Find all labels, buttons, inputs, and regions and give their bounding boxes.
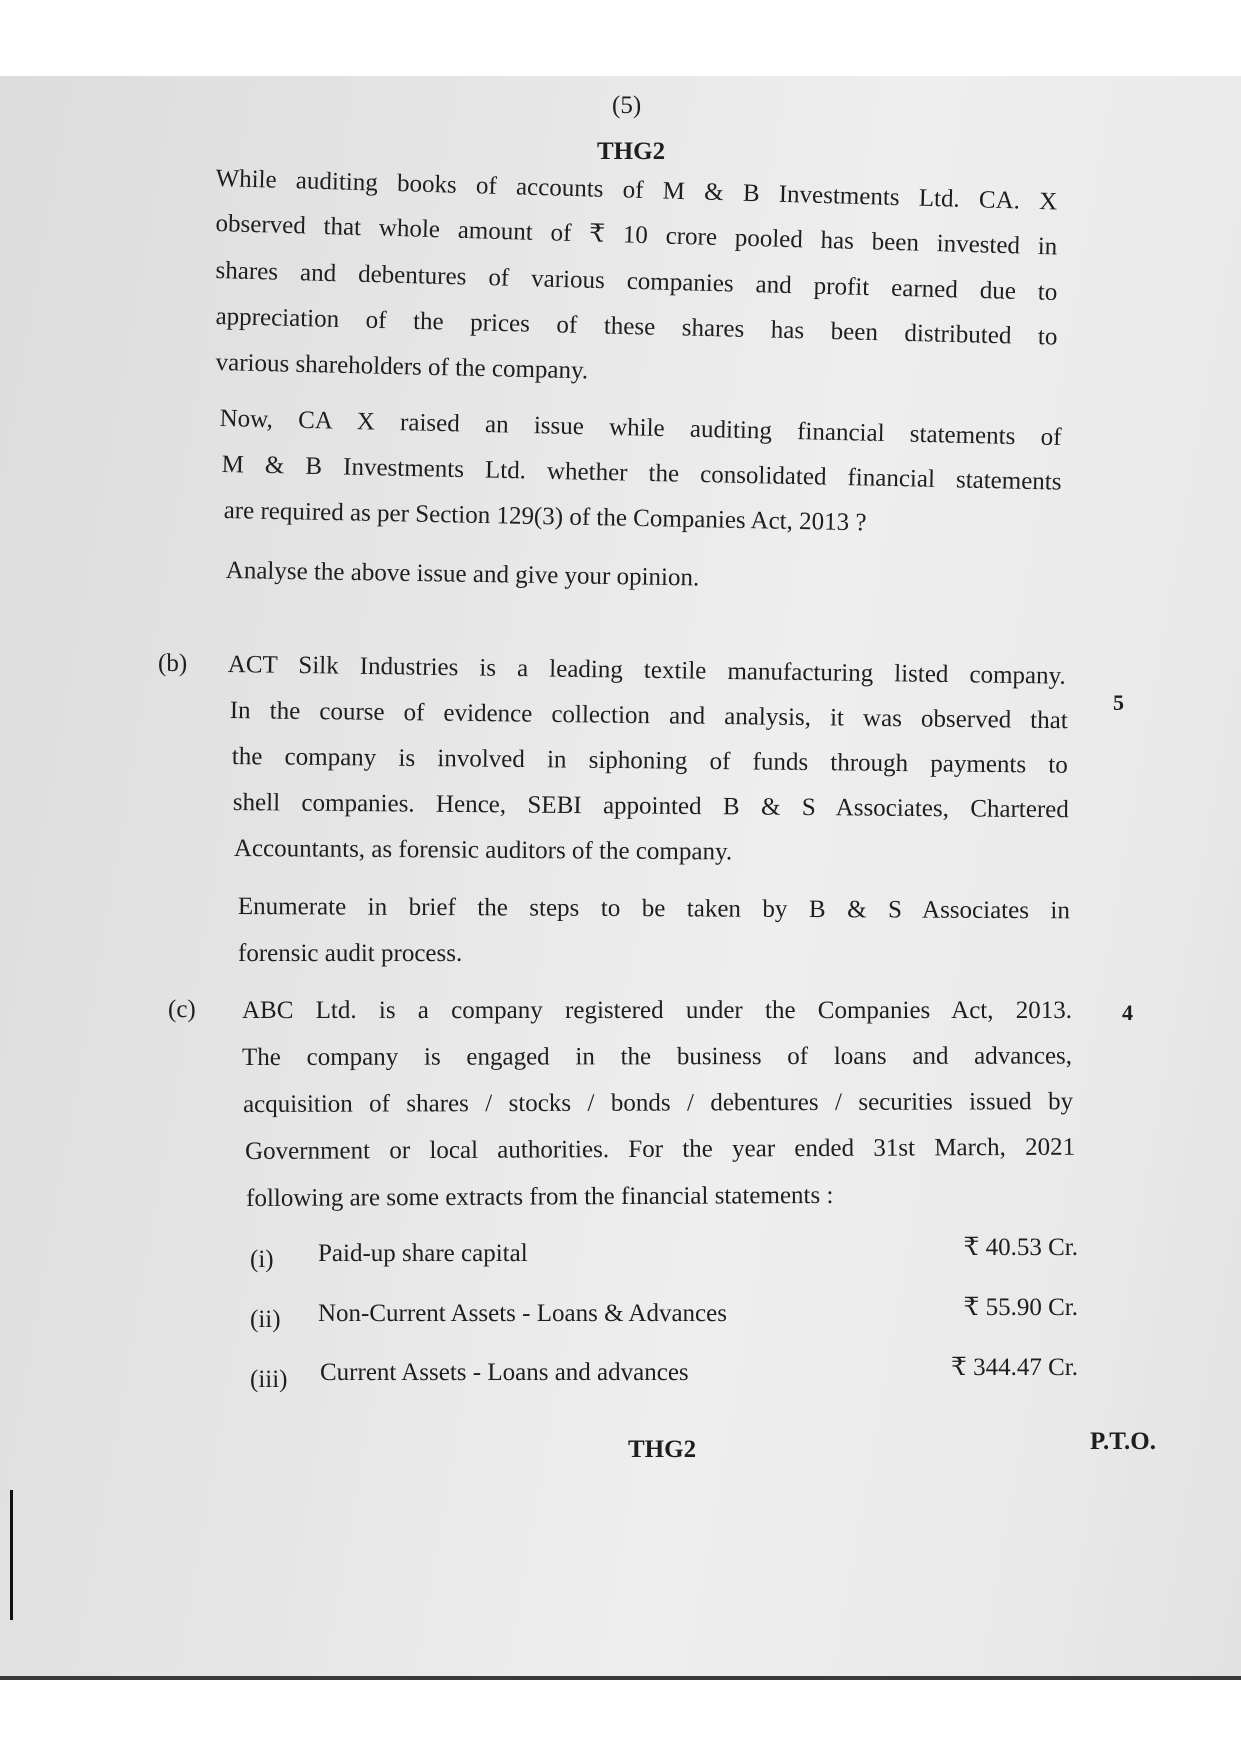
item-amount: ₹ 55.90 Cr. <box>963 1294 1078 1321</box>
item-amount: ₹ 40.53 Cr. <box>963 1234 1078 1261</box>
text-line: Accountants, as forensic auditors of the company. <box>233 835 733 866</box>
item-text: Non-Current Assets - Loans & Advances <box>318 1300 727 1327</box>
item-text: Current Assets - Loans and advances <box>320 1359 689 1386</box>
text-line: Government or local authorities. For the year ended 31st March, 2021 <box>245 1133 1076 1165</box>
text-line: In the course of evidence collection and analysis, it was observed that <box>229 696 1068 735</box>
text-line: The company is engaged in the business of loans and advances, <box>242 1042 1073 1071</box>
item-number: (ii) <box>250 1306 281 1333</box>
text-line: appreciation of the prices of these shares has been distributed to <box>215 302 1058 351</box>
text-line: M & B Investments Ltd. whether the consolidated financial statements <box>221 450 1062 496</box>
part-b-label: (b) <box>158 650 188 677</box>
binding-edge-mark <box>10 1490 13 1620</box>
part-a-question: Analyse the above issue and give your opinion. <box>225 556 700 592</box>
text-line: forensic audit process. <box>238 940 463 967</box>
text-line: Now, CA X raised an issue while auditing financial statements of <box>219 404 1062 452</box>
text-line: following are some extracts from the financial statements : <box>246 1181 834 1212</box>
text-line: observed that whole amount of ₹ 10 crore pooled has been invested in <box>215 209 1058 261</box>
item-number: (i) <box>250 1246 274 1273</box>
text-line: shell companies. Hence, SEBI appointed B & S Associates, Chartered <box>232 788 1069 824</box>
text-line: the company is involved in siphoning of funds through payments to <box>231 742 1068 779</box>
part-c-label: (c) <box>168 996 196 1023</box>
item-amount: ₹ 344.47 Cr. <box>950 1354 1078 1381</box>
text-line: While auditing books of accounts of M & B Investments Ltd. CA. X <box>215 164 1058 216</box>
text-line: ACT Silk Industries is a leading textile manufacturing listed company. <box>227 650 1066 690</box>
text-line: shares and debentures of various companies and profit earned due to <box>215 256 1058 307</box>
text-line: are required as per Section 129(3) of the Companies Act, 2013 ? <box>223 496 867 537</box>
paper-code-footer: THG2 <box>628 1436 697 1463</box>
exam-page <box>0 76 1241 1676</box>
item-text: Paid-up share capital <box>318 1240 528 1267</box>
text-line: ABC Ltd. is a company registered under the Companies Act, 2013. <box>242 997 1072 1024</box>
pto-label: P.T.O. <box>1090 1428 1156 1455</box>
text-line: Enumerate in brief the steps to be taken by B & S Associates in <box>237 893 1070 925</box>
part-c-marks: 4 <box>1122 1000 1133 1025</box>
page-bottom-edge <box>0 1676 1241 1680</box>
text-line: various shareholders of the company. <box>215 348 589 385</box>
text-line: acquisition of shares / stocks / bonds / debentures / securities issued by <box>243 1088 1074 1118</box>
paper-code-header: THG2 <box>597 138 666 165</box>
page-number: (5) <box>612 92 642 119</box>
item-number: (iii) <box>250 1366 288 1393</box>
part-b-marks: 5 <box>1113 690 1124 715</box>
